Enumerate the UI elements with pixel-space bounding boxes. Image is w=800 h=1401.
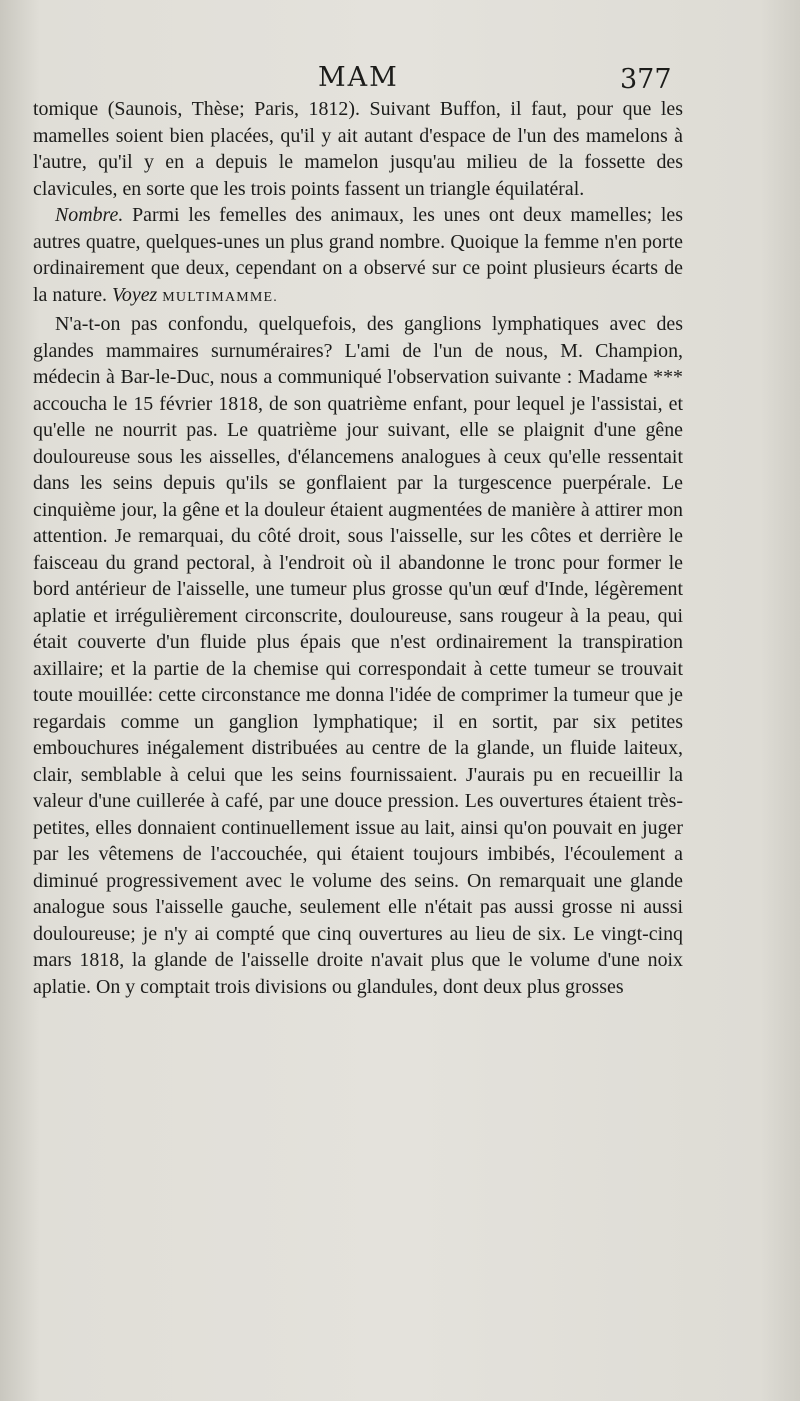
page-header: [0, 62, 800, 96]
paragraph-text: tomique (Saunois, Thèse; Paris, 1812). Suivant Buffon, il faut, pour que les mamelles soient bien placées, qu'il y ait autant d'espace de l'un des mamelons à l'autre, qu'il y en a depuis le mamelon jusqu'au milieu de la fossette des clavicules, en sorte que les trois points fassent un triangle équilatéral.: [33, 98, 683, 200]
paragraph-nombre: [33, 202, 683, 311]
see-label: Voyez: [111, 283, 158, 306]
running-head: MAM: [318, 62, 399, 93]
paragraph-observation: [33, 311, 683, 1000]
cross-reference: MULTIMAMME.: [162, 289, 279, 305]
section-lead-nombre: Nombre.: [55, 204, 124, 226]
body-text: [33, 96, 683, 1000]
paragraph-continuation: [33, 96, 683, 202]
page-number: 377: [620, 64, 672, 95]
paragraph-text: Parmi les femelles des animaux, les unes ont deux mamelles; les autres quatre, quelques-unes un plus grand nombre. Quoique la femme n'en porte ordinairement que deux, cependant on a observé sur ce point plusieurs écarts de la nature.: [33, 204, 683, 306]
paragraph-text: N'a-t-on pas confondu, quelquefois, des ganglions lymphatiques avec des glandes mammaires surnuméraires? L'ami de l'un de nous, M. Champion, médecin à Bar-le-Duc, nous a communiqué l'observation suivante : Madame *** accoucha le 15 février 1818, de son quatrième enfant, pour lequel je l'assistai, et qu'elle ne nourrit pas. Le quatrième jour suivant, elle se plaignit d'une gêne douloureuse sous les aisselles, d'élancemens analogues à ceux qu'elle ressentait dans les seins depuis qu'ils se gonflaient par la turgescence puerpérale. Le cinquième jour, la gêne et la douleur étaient augmentées de manière à attirer mon attention. Je remarquai, du côté droit, sous l'aisselle, sur les côtes et derrière le faisceau du grand pectoral, à l'endroit où il abandonne le tronc pour former le bord antérieur de l'aisselle, une tumeur plus grosse qu'un œuf d'Inde, légèrement aplatie et irrégulièrement circonscrite, douloureuse, sans rougeur à la peau, qui était couverte d'un fluide plus épais que n'est ordinairement la transpiration axillaire; et la partie de la chemise qui correspondait à cette tumeur se trouvait toute mouillée: cette circonstance me donna l'idée de comprimer la tumeur que je regardais comme un ganglion lymphatique; il en sortit, par six petites embouchures inégalement distribuées au centre de la glande, un fluide laiteux, clair, semblable à celui que les seins fournissaient. J'aurais pu en recueillir la valeur d'une cuillerée à café, par une douce pression. Les ouvertures étaient très-petites, elles donnaient continuellement issue au lait, ainsi qu'on pouvait en juger par les vêtemens de l'accouchée, qui étaient toujours imbibés, l'écoulement a diminué progressivement avec le volume des seins. On remarquait une glande analogue sous l'aisselle gauche, seulement elle n'était pas aussi grosse ni aussi douloureuse; je n'y ai compté que cinq ouvertures au lieu de six. Le vingt-cinq mars 1818, la glande de l'aisselle droite n'avait plus que le volume d'une noix aplatie. On y comptait trois divisions ou glandules, dont deux plus grosses: [33, 313, 683, 998]
